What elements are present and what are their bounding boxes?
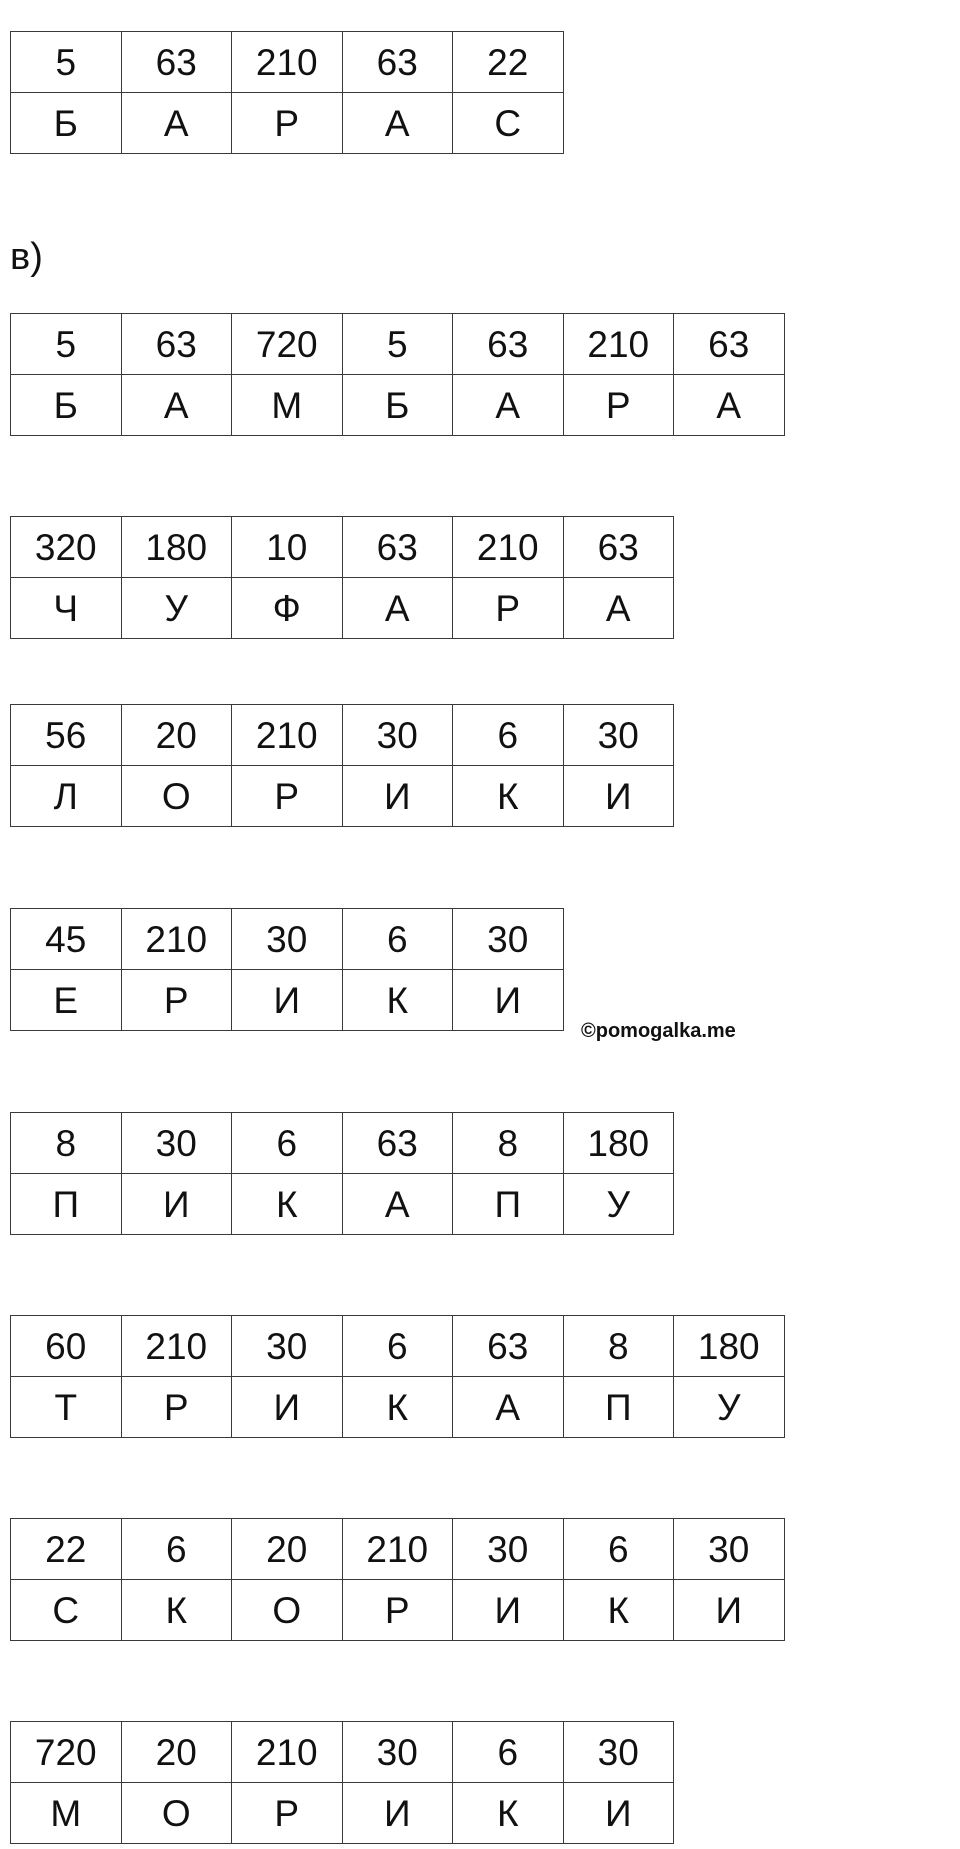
- number-cell: 56: [11, 705, 122, 766]
- number-row: [11, 909, 564, 970]
- letter-row: [11, 766, 674, 827]
- number-row: [11, 1519, 785, 1580]
- cipher-table: [10, 1721, 674, 1844]
- number-cell: 210: [342, 1519, 453, 1580]
- letter-row: [11, 1377, 785, 1438]
- number-cell: 63: [342, 1113, 453, 1174]
- letter-cell: А: [121, 93, 232, 154]
- letter-row: [11, 1580, 785, 1641]
- letter-cell: Б: [342, 375, 453, 436]
- letter-cell: О: [121, 1783, 232, 1844]
- letter-cell: Р: [121, 970, 232, 1031]
- letter-cell: К: [453, 1783, 564, 1844]
- number-cell: 720: [11, 1722, 122, 1783]
- letter-cell: У: [674, 1377, 785, 1438]
- letter-cell: И: [232, 970, 343, 1031]
- letter-row: [11, 375, 785, 436]
- number-cell: 720: [232, 314, 343, 375]
- letter-cell: Р: [563, 375, 674, 436]
- number-row: [11, 705, 674, 766]
- letter-cell: И: [232, 1377, 343, 1438]
- letter-cell: И: [121, 1174, 232, 1235]
- number-cell: 60: [11, 1316, 122, 1377]
- letter-cell: Р: [342, 1580, 453, 1641]
- letter-row: [11, 1174, 674, 1235]
- letter-cell: И: [674, 1580, 785, 1641]
- letter-cell: О: [232, 1580, 343, 1641]
- letter-cell: Ф: [232, 578, 343, 639]
- letter-cell: А: [453, 375, 564, 436]
- letter-cell: М: [11, 1783, 122, 1844]
- letter-cell: К: [232, 1174, 343, 1235]
- letter-cell: И: [342, 766, 453, 827]
- letter-cell: М: [232, 375, 343, 436]
- letter-cell: Р: [453, 578, 564, 639]
- cipher-table: [10, 516, 674, 639]
- letter-cell: П: [453, 1174, 564, 1235]
- number-cell: 22: [11, 1519, 122, 1580]
- letter-cell: О: [121, 766, 232, 827]
- number-cell: 6: [342, 909, 453, 970]
- number-row: [11, 1722, 674, 1783]
- letter-row: [11, 93, 564, 154]
- number-cell: 63: [453, 314, 564, 375]
- cipher-table: [10, 313, 785, 436]
- letter-cell: И: [342, 1783, 453, 1844]
- number-cell: 20: [232, 1519, 343, 1580]
- number-cell: 6: [453, 1722, 564, 1783]
- cipher-table: [10, 1518, 785, 1641]
- letter-cell: А: [674, 375, 785, 436]
- number-cell: 180: [674, 1316, 785, 1377]
- letter-cell: С: [453, 93, 564, 154]
- watermark: ©pomogalka.me: [581, 1020, 736, 1042]
- letter-cell: У: [563, 1174, 674, 1235]
- number-cell: 6: [563, 1519, 674, 1580]
- letter-cell: Б: [11, 375, 122, 436]
- number-cell: 45: [11, 909, 122, 970]
- number-cell: 8: [453, 1113, 564, 1174]
- number-cell: 30: [674, 1519, 785, 1580]
- number-cell: 30: [342, 705, 453, 766]
- number-cell: 210: [232, 1722, 343, 1783]
- number-cell: 8: [11, 1113, 122, 1174]
- letter-cell: Л: [11, 766, 122, 827]
- number-row: [11, 517, 674, 578]
- letter-cell: А: [342, 578, 453, 639]
- cipher-table: [10, 1315, 785, 1438]
- number-cell: 63: [453, 1316, 564, 1377]
- number-cell: 5: [11, 314, 122, 375]
- number-cell: 63: [342, 517, 453, 578]
- cipher-table: [10, 908, 564, 1031]
- number-cell: 6: [342, 1316, 453, 1377]
- letter-cell: К: [342, 1377, 453, 1438]
- letter-cell: И: [453, 970, 564, 1031]
- letter-cell: Р: [232, 766, 343, 827]
- number-cell: 30: [453, 909, 564, 970]
- number-cell: 6: [121, 1519, 232, 1580]
- number-cell: 20: [121, 1722, 232, 1783]
- number-cell: 210: [453, 517, 564, 578]
- number-cell: 63: [674, 314, 785, 375]
- letter-cell: К: [342, 970, 453, 1031]
- number-cell: 210: [232, 705, 343, 766]
- number-cell: 180: [121, 517, 232, 578]
- letter-cell: К: [563, 1580, 674, 1641]
- number-cell: 30: [121, 1113, 232, 1174]
- number-cell: 210: [563, 314, 674, 375]
- letter-cell: А: [342, 1174, 453, 1235]
- number-cell: 30: [453, 1519, 564, 1580]
- number-cell: 8: [563, 1316, 674, 1377]
- letter-cell: К: [453, 766, 564, 827]
- number-cell: 30: [563, 1722, 674, 1783]
- number-cell: 22: [453, 32, 564, 93]
- number-cell: 30: [342, 1722, 453, 1783]
- number-row: [11, 1316, 785, 1377]
- letter-cell: А: [453, 1377, 564, 1438]
- number-cell: 210: [121, 909, 232, 970]
- number-cell: 63: [121, 314, 232, 375]
- number-row: [11, 32, 564, 93]
- letter-cell: А: [563, 578, 674, 639]
- number-cell: 20: [121, 705, 232, 766]
- letter-cell: С: [11, 1580, 122, 1641]
- letter-cell: У: [121, 578, 232, 639]
- letter-cell: Р: [232, 1783, 343, 1844]
- number-cell: 10: [232, 517, 343, 578]
- letter-row: [11, 1783, 674, 1844]
- number-cell: 30: [563, 705, 674, 766]
- letter-cell: П: [11, 1174, 122, 1235]
- number-cell: 6: [453, 705, 564, 766]
- number-cell: 63: [342, 32, 453, 93]
- number-cell: 63: [121, 32, 232, 93]
- number-row: [11, 314, 785, 375]
- number-cell: 5: [342, 314, 453, 375]
- number-cell: 30: [232, 1316, 343, 1377]
- letter-cell: А: [121, 375, 232, 436]
- number-cell: 180: [563, 1113, 674, 1174]
- letter-cell: П: [563, 1377, 674, 1438]
- cipher-table: [10, 1112, 674, 1235]
- cipher-table: [10, 31, 564, 154]
- number-row: [11, 1113, 674, 1174]
- letter-cell: И: [563, 766, 674, 827]
- letter-cell: Ч: [11, 578, 122, 639]
- letter-row: [11, 970, 564, 1031]
- letter-cell: И: [563, 1783, 674, 1844]
- letter-cell: К: [121, 1580, 232, 1641]
- number-cell: 5: [11, 32, 122, 93]
- part-label: в): [10, 236, 43, 278]
- letter-row: [11, 578, 674, 639]
- number-cell: 210: [232, 32, 343, 93]
- letter-cell: И: [453, 1580, 564, 1641]
- number-cell: 63: [563, 517, 674, 578]
- letter-cell: Р: [232, 93, 343, 154]
- number-cell: 210: [121, 1316, 232, 1377]
- number-cell: 320: [11, 517, 122, 578]
- letter-cell: Е: [11, 970, 122, 1031]
- cipher-table: [10, 704, 674, 827]
- number-cell: 30: [232, 909, 343, 970]
- letter-cell: Р: [121, 1377, 232, 1438]
- letter-cell: Т: [11, 1377, 122, 1438]
- number-cell: 6: [232, 1113, 343, 1174]
- letter-cell: Б: [11, 93, 122, 154]
- letter-cell: А: [342, 93, 453, 154]
